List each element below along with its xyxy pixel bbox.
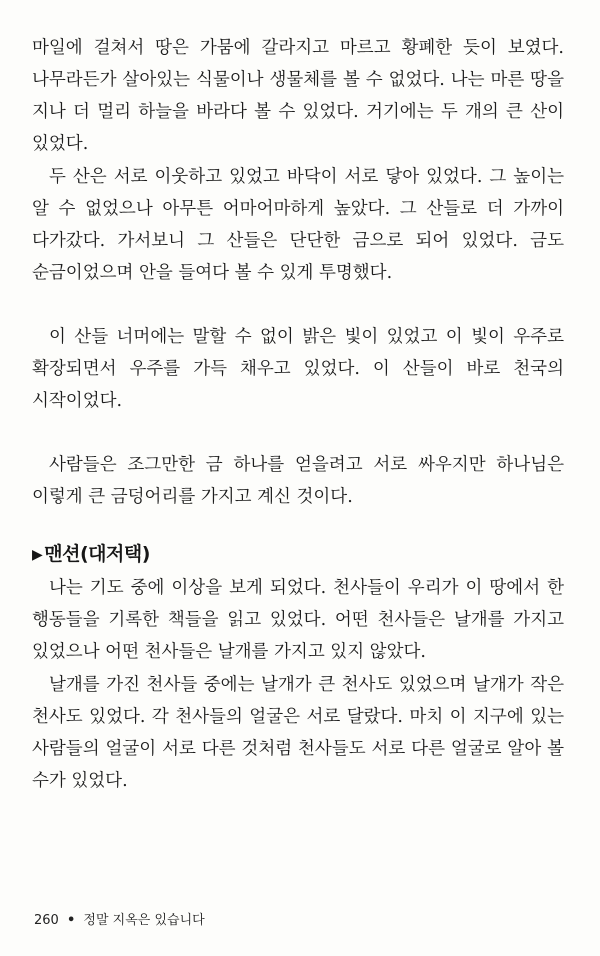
paragraph-4: 사람들은 조그만한 금 하나를 얻을려고 서로 싸우지만 하나님은 이렇게 큰 금덩어리를 가지고 계신 것이다.	[32, 455, 564, 507]
paragraph-2: 두 산은 서로 이웃하고 있었고 바닥이 서로 닿아 있었다. 그 높이는 알 수 없었으나 아무튼 어마어마하게 높았다. 그 산들로 더 가까이 다가갔다. 가서보니 그 산들은 단단한 금으로 되어 있었다. 금도 순금이었으며 안을 들여다 볼 수 있게 투명했다.	[32, 167, 564, 283]
paragraph-1: 마일에 걸쳐서 땅은 가뭄에 갈라지고 마르고 황폐한 듯이 보였다. 나무라든가 살아있는 식물이나 생물체를 볼 수 없었다. 나는 마른 땅을 지나 더 멀리 하늘을 바라다 볼 수 있었다. 거기에는 두 개의 큰 산이 있었다.	[32, 38, 564, 154]
page-number: 260	[34, 913, 59, 928]
paragraph-5: 나는 기도 중에 이상을 보게 되었다. 천사들이 우리가 이 땅에서 한 행동들을 기록한 책들을 읽고 있었다. 어떤 천사들은 날개를 가지고 있었으나 어떤 천사들은 날개를 가지고 있지 않았다.	[32, 578, 564, 662]
footer-separator: •	[66, 913, 76, 928]
paragraph-3: 이 산들 너머에는 말할 수 없이 밝은 빛이 있었고 이 빛이 우주로 확장되면서 우주를 가득 채우고 있었다. 이 산들이 바로 천국의 시작이었다.	[32, 327, 564, 411]
paragraph-6: 날개를 가진 천사들 중에는 날개가 큰 천사도 있었으며 날개가 작은 천사도 있었다. 각 천사들의 얼굴은 서로 달랐다. 마치 이 지구에 있는 사람들의 얼굴이 서로 다른 것처럼 천사들도 서로 다른 얼굴로 알아 볼 수가 있었다.	[32, 675, 564, 791]
book-title: 정말 지옥은 있습니다	[83, 913, 205, 928]
section-title: 맨션(대저택)	[44, 543, 150, 565]
page-body	[32, 32, 564, 797]
section-heading	[32, 539, 564, 570]
page-footer	[34, 912, 205, 930]
triangle-marker-icon: ▶	[32, 547, 43, 563]
